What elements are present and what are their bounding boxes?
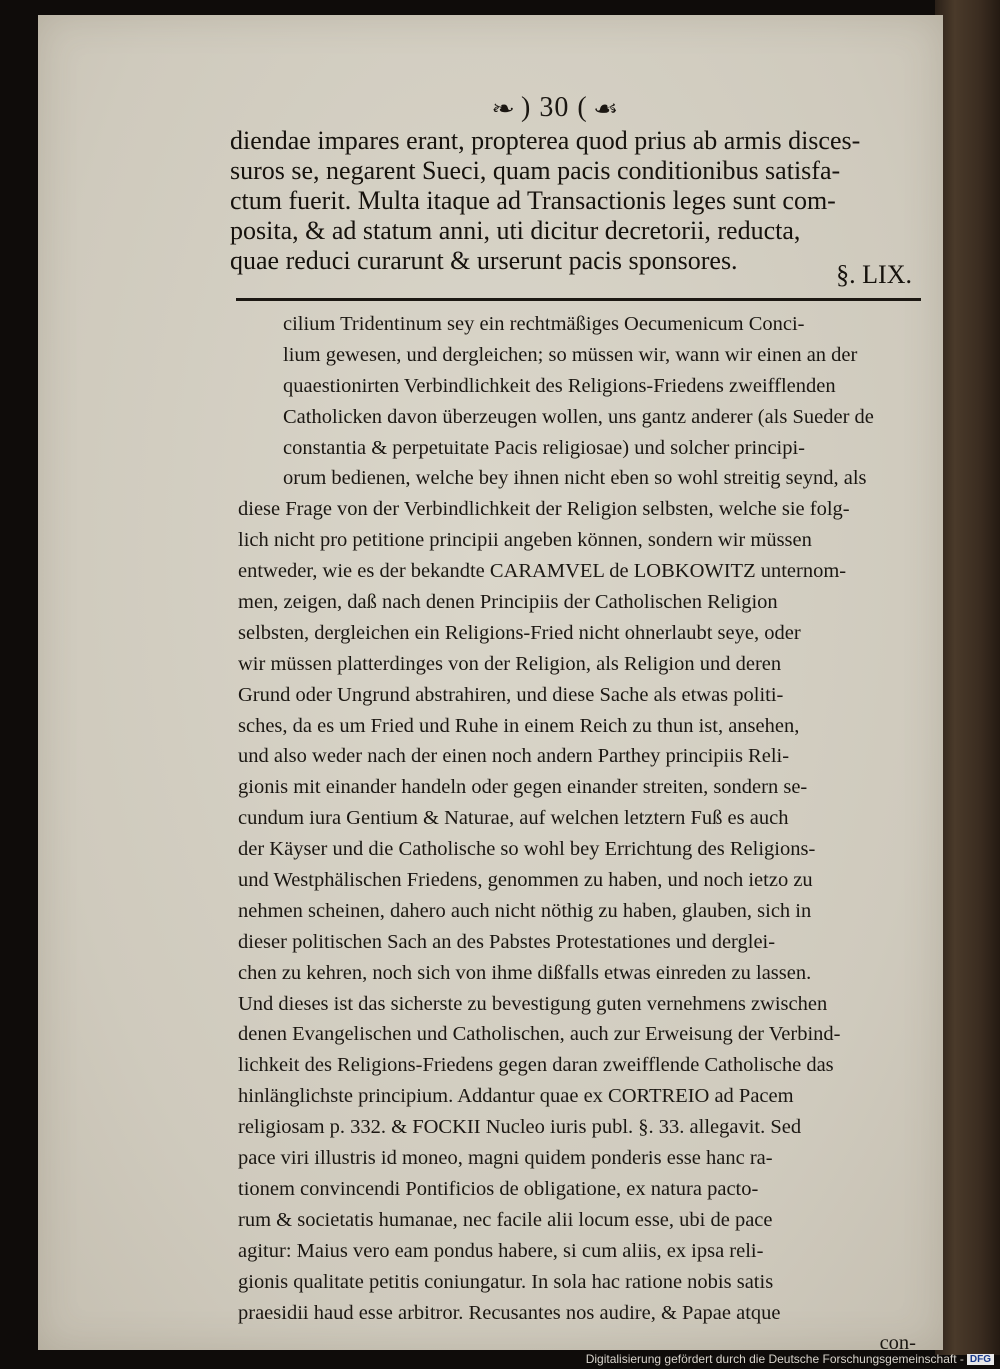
credit-text: Digitalisierung gefördert durch die Deutsche Forschungsgemeinschaft - bbox=[585, 1352, 964, 1366]
footnote-line: hinlänglichste principium. Addantur quae ex CORTREIO ad Pacem bbox=[238, 1085, 794, 1108]
footnote-line: denen Evangelischen und Catholischen, auch zur Erweisung der Verbind- bbox=[238, 1023, 841, 1046]
footnote-line: agitur: Maius vero eam pondus habere, si cum aliis, ex ipsa reli- bbox=[238, 1239, 764, 1262]
book-spine-edge bbox=[935, 0, 1000, 1355]
footnote-line: selbsten, dergleichen ein Religions-Fried nicht ohnerlaubt seye, oder bbox=[238, 621, 801, 644]
left-ornament-icon: ❧ bbox=[490, 96, 516, 121]
footnote-line: Und dieses ist das sicherste zu bevestigung guten vernehmens zwischen bbox=[238, 992, 828, 1015]
footnote-line: gionis mit einander handeln oder gegen einander streiten, sondern se- bbox=[238, 776, 808, 799]
page-number: ) 30 ( bbox=[521, 92, 588, 123]
footnote-line: lichkeit des Religions-Friedens gegen daran zweifflende Catholische das bbox=[238, 1054, 834, 1077]
footnote-line: chen zu kehren, noch sich von ihme dißfalls etwas einreden zu lassen. bbox=[238, 961, 812, 984]
footnote-line: quaestionirten Verbindlichkeit des Religions-Friedens zweifflenden bbox=[283, 374, 836, 397]
footnote-line: orum bedienen, welche bey ihnen nicht eben so wohl streitig seynd, als bbox=[283, 467, 867, 490]
catchword: con- bbox=[879, 1332, 916, 1355]
footnote-line: lium gewesen, und dergleichen; so müssen wir, wann wir einen an der bbox=[283, 343, 858, 366]
footnote-line: Grund oder Ungrund abstrahiren, und diese Sache als etwas politi- bbox=[238, 683, 784, 706]
digitization-credit bbox=[586, 1352, 994, 1368]
footnote-line: tionem convincendi Pontificios de obligatione, ex natura pacto- bbox=[238, 1177, 759, 1200]
footnote-line: dieser politischen Sach an des Pabstes Protestationes und derglei- bbox=[238, 930, 776, 953]
footnote-line: lich nicht pro petitione principii angeben können, sondern wir müssen bbox=[238, 529, 812, 552]
footnote-line: und Westphälischen Friedens, genommen zu haben, und noch ietzo zu bbox=[238, 869, 813, 892]
footnote-line: und also weder nach der einen noch andern Parthey principiis Reli- bbox=[238, 745, 790, 768]
main-text-line: ctum fuerit. Multa itaque ad Transactionis leges sunt com- bbox=[230, 186, 836, 215]
footnote-line: cundum iura Gentium & Naturae, auf welchen letztern Fuß es auch bbox=[238, 807, 789, 830]
footnote-line: rum & societatis humanae, nec facile alii locum esse, ubi de pace bbox=[238, 1208, 773, 1231]
footnote-line: der Käyser und die Catholische so wohl bey Errichtung des Religions- bbox=[238, 838, 816, 861]
dfg-logo: DFG bbox=[967, 1354, 994, 1365]
footnote-line: praesidii haud esse arbitror. Recusantes nos audire, & Papae atque bbox=[238, 1301, 781, 1324]
footnote-line: constantia & perpetuitate Pacis religiosae) und solcher principi- bbox=[283, 436, 806, 459]
footnote-line: entweder, wie es der bekandte CARAMVEL de LOBKOWITZ unternom- bbox=[238, 560, 847, 583]
footnote-line: cilium Tridentinum sey ein rechtmäßiges Oecumenicum Conci- bbox=[283, 313, 805, 335]
main-text-block bbox=[230, 126, 920, 276]
running-header bbox=[450, 92, 660, 124]
footnote-line: gionis qualitate petitis coniungatur. In sola hac ratione nobis satis bbox=[238, 1270, 774, 1293]
footnote-line: religiosam p. 332. & FOCKII Nucleo iuris publ. §. 33. allegavit. Sed bbox=[238, 1116, 802, 1139]
main-text-line: posita, & ad statum anni, uti dicitur decretorii, reducta, bbox=[230, 216, 801, 245]
footnote-line: Catholicken davon überzeugen wollen, uns gantz anderer (als Sueder de bbox=[283, 405, 874, 428]
footnote-line: nehmen scheinen, dahero auch nicht nöthig zu haben, glauben, sich in bbox=[238, 899, 812, 922]
footnote-line: pace viri illustris id moneo, magni quidem ponderis esse hanc ra- bbox=[238, 1147, 773, 1170]
footnote-divider bbox=[236, 298, 921, 301]
footnote-line: wir müssen platterdinges von der Religion, als Religion und deren bbox=[238, 652, 782, 675]
footnote-line: diese Frage von der Verbindlichkeit der Religion selbsten, welche sie folg- bbox=[238, 498, 850, 521]
main-text-line: diendae impares erant, propterea quod prius ab armis disces- bbox=[230, 126, 861, 155]
main-text-line: quae reduci curarunt & urserunt pacis sponsores. bbox=[230, 246, 738, 275]
right-ornament-icon: ☙ bbox=[592, 96, 620, 121]
section-heading: §. LIX. bbox=[836, 260, 912, 289]
footnote-line: men, zeigen, daß nach denen Principiis der Catholischen Religion bbox=[238, 591, 778, 614]
footnote-block bbox=[238, 309, 928, 1359]
main-text-line: suros se, negarent Sueci, quam pacis conditionibus satisfa- bbox=[230, 156, 841, 185]
footnote-line: sches, da es um Fried und Ruhe in einem Reich zu thun ist, ansehen, bbox=[238, 714, 800, 737]
